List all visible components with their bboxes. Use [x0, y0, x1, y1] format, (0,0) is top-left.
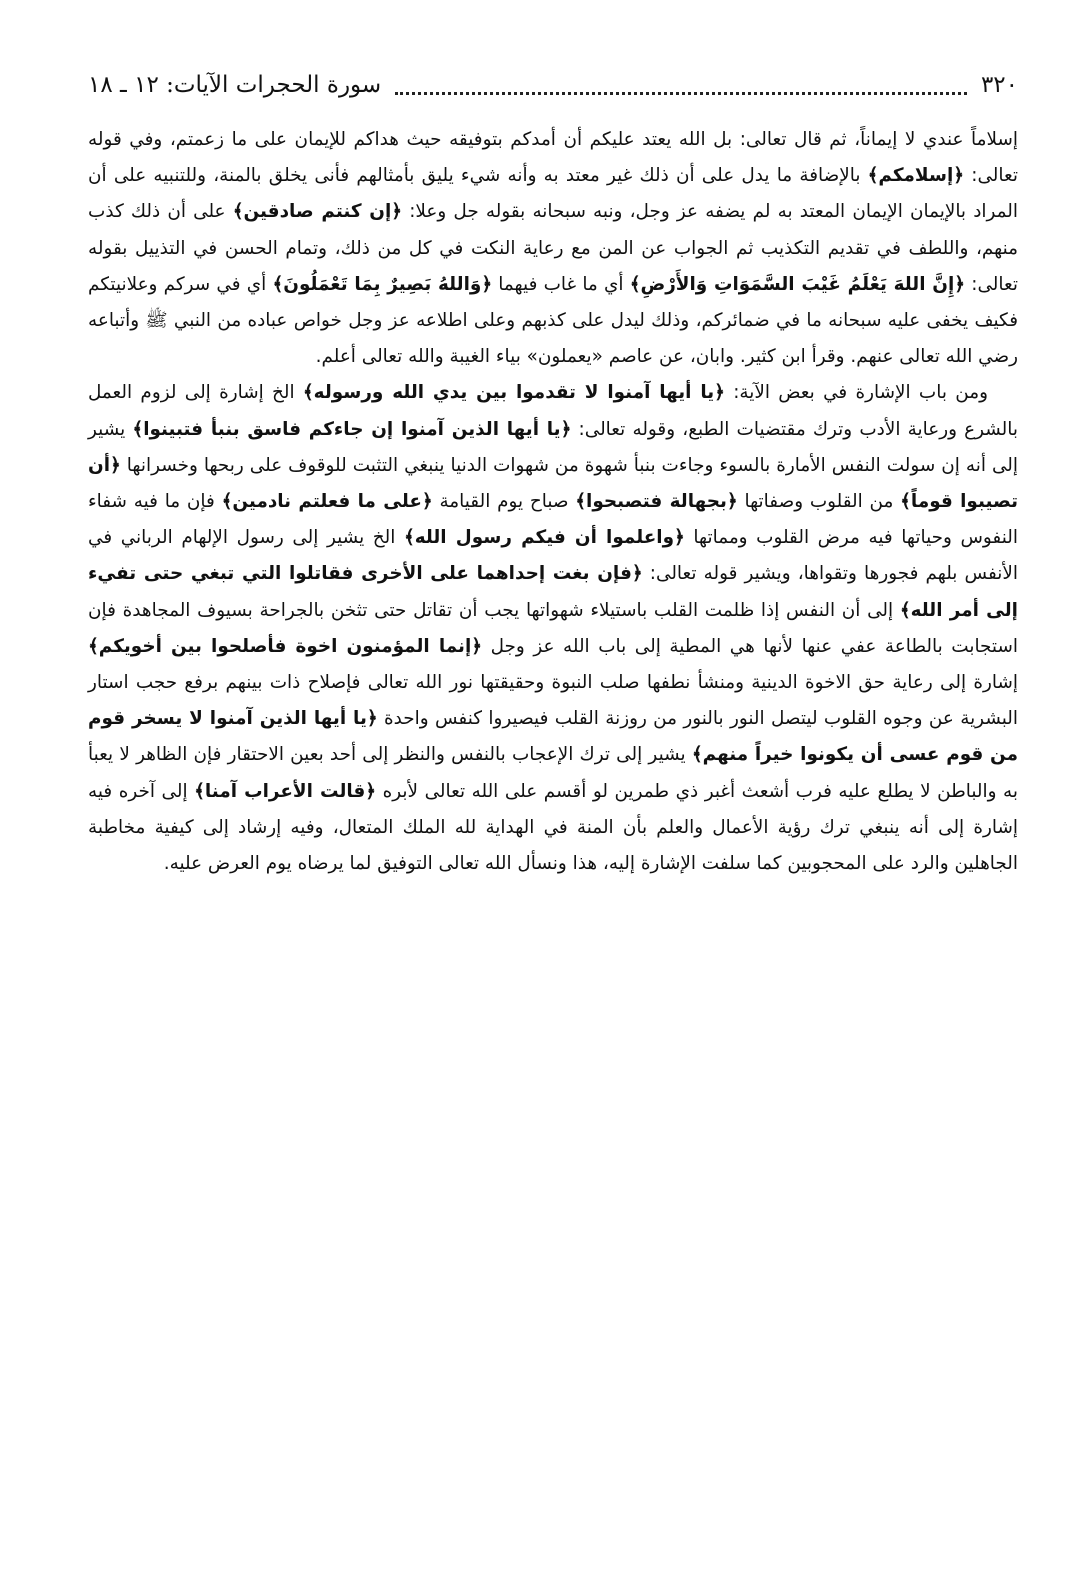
text-run: أي في سركم وعلانيتكم فكيف يخفى عليه سبحانه ما في ضمائركم، وذلك ليدل على كذبهم وعلى اطلاعه عز وجل خواص عباده من النبي ﷺ وأتباعه رضي الله تعالى عنهم. وقرأ ابن كثير. وابان، عن عاصم «يعملون» بياء الغيبة والله تعالى أعلم.	[88, 273, 1018, 368]
paragraph-allusion	[88, 375, 1018, 882]
quran-quote: ﴿إسلامكم﴾	[867, 165, 965, 187]
text-run: على أن ذلك كذب منهم، واللطف في تقديم التكذيب ثم الجواب عن المن مع رعاية النكت في كل من ذلك، وتمام الحسن في التذييل بقوله تعالى:	[88, 201, 1018, 295]
quran-quote: ﴿إنما المؤمنون اخوة فأصلحوا بين أخويكم﴾	[88, 635, 483, 657]
text-run: إسلاماً عندي لا إيماناً، ثم قال تعالى: بل الله يعتد عليكم أن أمدكم بتوفيقه حيث هداكم للإيمان على ما زعمتم، وفي قوله تعالى:	[88, 129, 1018, 187]
text-run: أي ما غاب فيهما	[492, 273, 630, 295]
text-run: يشير إلى أنه إن سولت النفس الأمارة بالسوء وجاءت بنبأ شهوة من شهوات الدنيا ينبغي التثبت للوقوف على ربحها وخسرانها	[88, 418, 1018, 476]
body-text	[88, 122, 1018, 882]
quran-quote: ﴿قالت الأعراب آمنا﴾	[194, 780, 377, 802]
text-run: من القلوب وصفاتها	[737, 491, 901, 513]
quran-quote: ﴿أن تصيبوا قوماً﴾	[88, 454, 1018, 513]
paragraph-commentary	[88, 122, 1018, 375]
text-run: الخ إشارة إلى لزوم العمل بالشرع ورعاية الأدب وترك مقتضيات الطبع، وقوله تعالى:	[88, 382, 1018, 440]
quran-quote: ﴿يا أيها آمنوا لا تقدموا بين يدي الله ورسوله﴾	[302, 382, 725, 404]
quran-quote: ﴿فإن بغت إحداهما على الأخرى فقاتلوا التي تبغي حتى تفيء إلى أمر الله﴾	[88, 563, 1018, 621]
quran-quote: ﴿يا أيها الذين آمنوا لا يسخر قوم من قوم عسى أن يكونوا خيراً منهم﴾	[88, 708, 1018, 766]
text-run: يشير إلى ترك الإعجاب بالنفس والنظر إلى أحد بعين الاحتقار فإن الظاهر لا يعبأ به والباطن لا يطلع عليه فرب أشعث أغبر ذي طمرين لو أقسم على الله تعالى لأبره	[88, 744, 1018, 802]
page-header	[88, 62, 1018, 108]
page-number: ٣٢٠	[980, 72, 1018, 98]
text-run: بالإضافة ما يدل على أن ذلك غير معتد به وأنه شيء يليق بأمثالهم فأنى يخلق بالمنة، وللتنبيه على أن المراد بالإيمان الإيمان المعتد به لم يضفه عز وجل، ونبه سبحانه بقوله جل وعلا:	[88, 165, 1019, 223]
text-run: فإن ما فيه شفاء النفوس وحياتها فيه مرض القلوب ومماتها	[88, 491, 1018, 549]
quran-quote: ﴿بجهالة فتصبحوا﴾	[575, 491, 738, 513]
quran-quote: ﴿على ما فعلتم نادمين﴾	[221, 491, 433, 513]
text-run: صباح يوم القيامة	[432, 491, 576, 513]
quran-quote: ﴿يا أيها الذين آمنوا إن جاءكم فاسق بنبأ فتبينوا﴾	[132, 418, 572, 440]
text-run: إشارة إلى رعاية حق الاخوة الدينية ومنشأ نطفها صلب النبوة وحقيقتها نور الله تعالى فإصلاح ذات بينهم برفع حجب استار البشرية عن وجوه القلوب ليتصل النور بالنور من روزنة القلب فيصيروا كنفس واحدة	[88, 672, 1018, 730]
quran-quote: ﴿وَاللهُ بَصِيرٌ بِمَا تَعْمَلُونَ﴾	[272, 273, 493, 295]
quran-quote: ﴿إِنَّ اللهَ يَعْلَمُ غَيْبَ السَّمَوَاتِ وَالأَرْضِ﴾	[629, 273, 966, 295]
header-dot-leader	[395, 88, 967, 95]
text-run: الخ يشير إلى رسول الإلهام الرباني في الأنفس بلهم فجورها وتقواها، ويشير قوله تعالى:	[88, 527, 1018, 585]
text-run: ومن باب الإشارة في بعض الآية:	[724, 382, 988, 404]
text-run: إلى أن النفس إذا ظلمت القلب باستيلاء شهواتها يجب أن تقاتل حتى تثخن بالجراحة بسيوف المجاهدة فإن استجابت بالطاعة عفي عنها لأنها هي المطية إلى باب الله عز وجل	[88, 599, 1018, 657]
running-title: سورة الحجرات الآيات: ١٢ ـ ١٨	[88, 72, 382, 98]
quran-quote: ﴿واعلموا أن فيكم رسول الله﴾	[403, 527, 685, 549]
quran-quote: ﴿إن كنتم صادقين﴾	[232, 201, 403, 223]
text-run: إلى آخره فيه إشارة إلى أنه ينبغي ترك رؤية الأعمال والعلم بأن المنة في الهداية لله الملك المتعال، وفيه إرشاد إلى كيفية مخاطبة الجاهلين والرد على المحجوبين كما سلفت الإشارة إليه، هذا ونسأل الله تعالى التوفيق لما يرضاه يوم العرض عليه.	[88, 780, 1018, 875]
